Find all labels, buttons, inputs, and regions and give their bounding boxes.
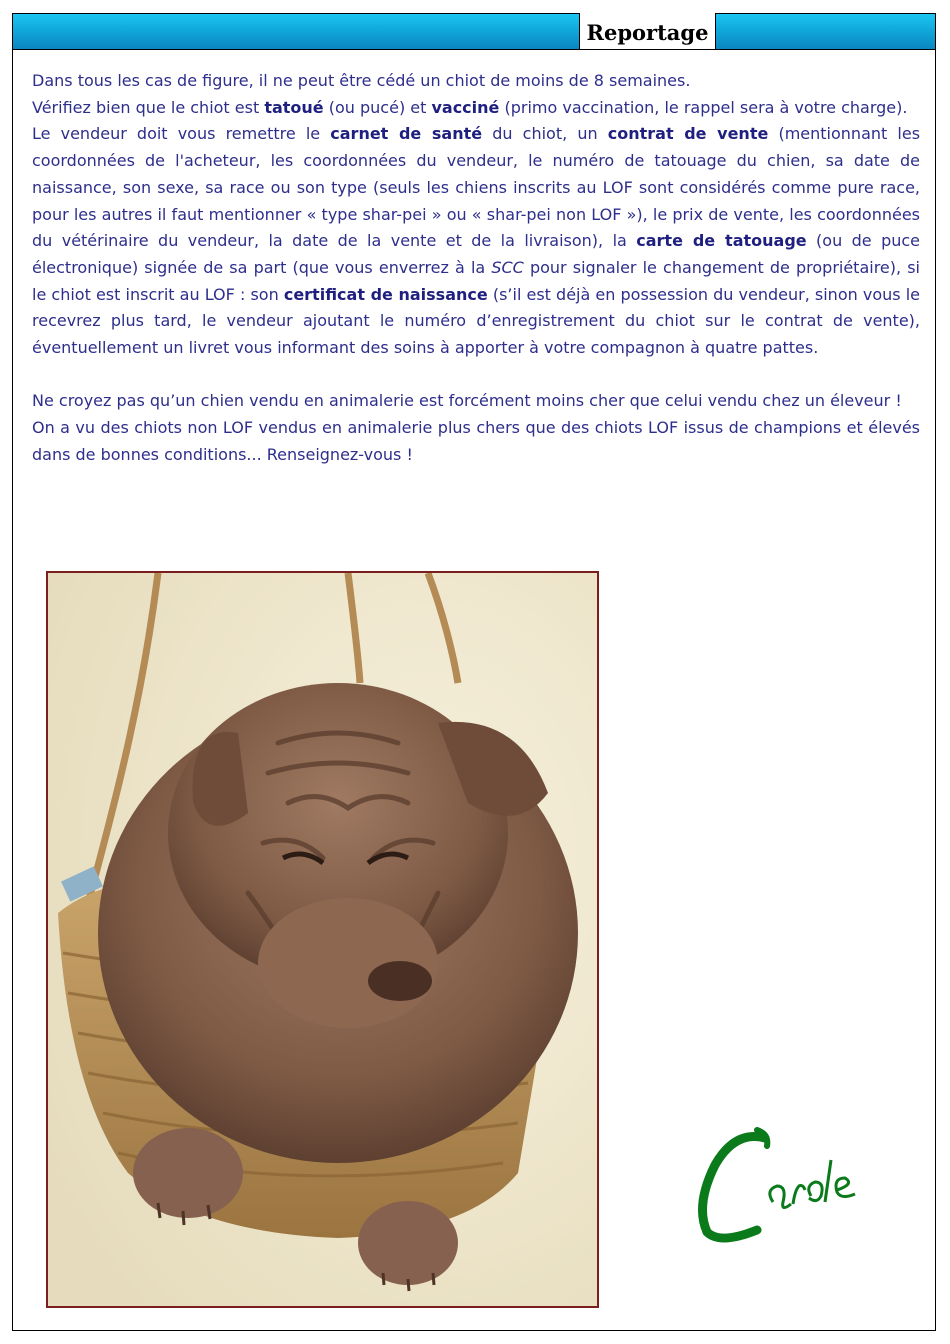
- paragraph-tattoo: Vérifiez bien que le chiot est tatoué (ou pucé) et vacciné (primo vaccination, le rappel sera à votre charge).: [32, 97, 908, 117]
- shar-pei-puppy-in-basket-photo: [48, 573, 597, 1306]
- paragraph-documents: Le vendeur doit vous remettre le carnet de santé du chiot, un contrat de vente (mentionnant les coordonnées de l'acheteur, les coordonnées du vendeur, le numéro de tatouage du chien, sa date de naissance, son sexe, sa race ou son type (seuls les chiens inscrits au LOF sont considérés comme pure race, pour les autres il faut mentionner « type shar-pei » ou « shar-pei non LOF »), le prix de vente, les coordonnées du vétérinaire du vendeur, la date de la vente et de la livraison), la carte de tatouage (ou de puce électronique) signée de sa part (que vous enverrez à la SCC pour signaler le changement de propriétaire), si le chiot est inscrit au LOF : son certificat de naissance (s’il est déjà en possession du vendeur, sinon vous le recevrez plus tard, le vendeur ajoutant le numéro d’enregistrement du chiot sur le contrat de vente), éventuellement un livret vous informant des soins à apporter à votre compagnon à quatre pattes.: [32, 124, 921, 358]
- paragraph-petshop: Ne croyez pas qu’un chien vendu en animalerie est forcément moins cher que celui vendu chez un éleveur !: [32, 391, 902, 411]
- paragraph-gap: [32, 362, 920, 389]
- header-banner: [12, 13, 936, 50]
- puppy-photo: [46, 571, 599, 1308]
- page-title: Reportage: [579, 13, 716, 50]
- paragraph-advice: On a vu des chiots non LOF vendus en animalerie plus chers que des chiots LOF issus de champions et élevés dans de bonnes conditions... Renseignez-vous !: [32, 418, 920, 464]
- article-body: [32, 68, 920, 469]
- signature: [695, 1120, 875, 1250]
- signature-carole-image: [695, 1120, 875, 1250]
- paragraph-age: Dans tous les cas de figure, il ne peut être cédé un chiot de moins de 8 semaines.: [32, 71, 691, 90]
